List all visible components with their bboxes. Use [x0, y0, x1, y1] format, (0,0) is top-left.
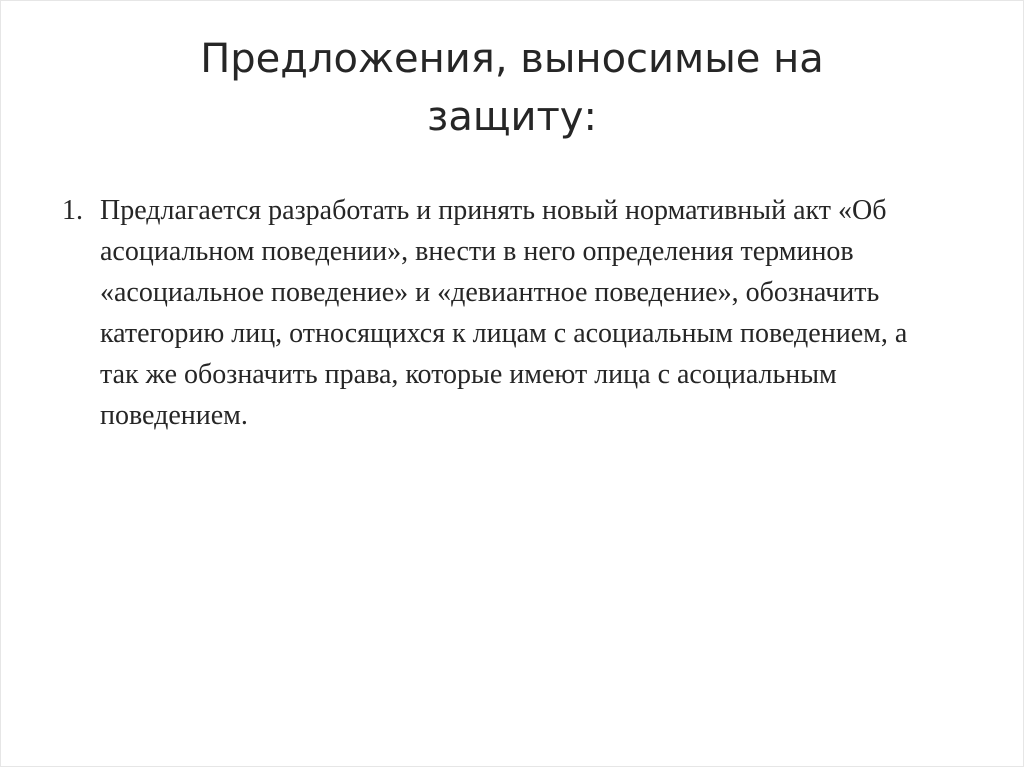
slide-title: Предложения, выносимые на защиту: — [200, 36, 824, 140]
proposal-list — [62, 190, 942, 436]
list-item-number: 1. — [62, 195, 83, 226]
list-item-text: Предлагается разработать и принять новый нормативный акт «Об асоциальном поведении», внести в него определения терминов «асоциальное поведение» и «девиантное поведение», обозначить категорию лиц, относящихся к лицам с асоциальным поведением, а так же обозначить права, которые имеют лица с асоциальным поведением. — [100, 195, 908, 431]
list-item — [62, 190, 942, 436]
